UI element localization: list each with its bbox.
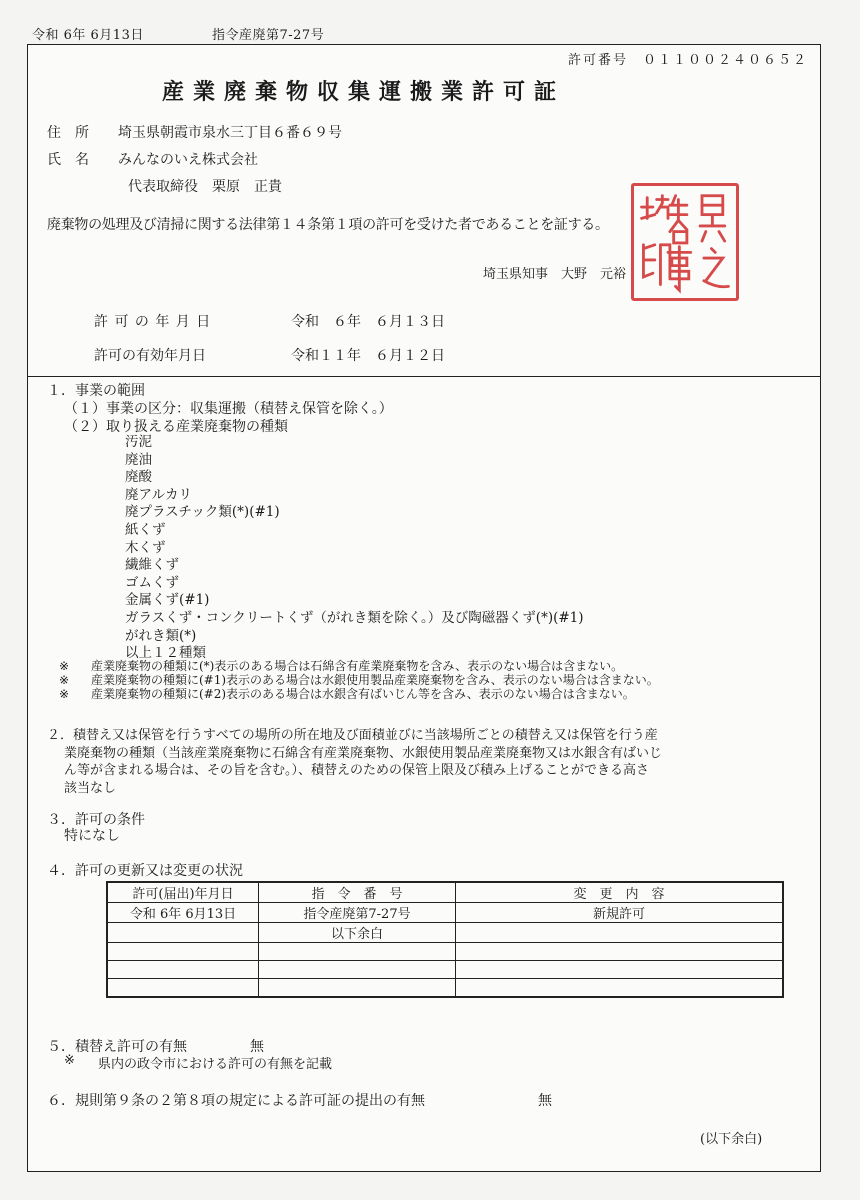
section1-item1: （１）事業の区分：収集運搬（積替え保管を除く。） [64, 401, 393, 417]
column-header: 変 更 内 容 [456, 882, 784, 903]
table-header-row [107, 882, 783, 903]
table-cell: 令和 6年 6月13日 [107, 903, 259, 923]
official-seal [631, 183, 739, 301]
waste-type-item: 廃酸 [125, 469, 152, 486]
permit-number: 許可番号 ０１１００２４０６５２ [567, 53, 808, 68]
note-row [59, 687, 659, 701]
section-divider [28, 376, 820, 377]
note-mark: ※ [59, 673, 70, 687]
waste-type-item: 木くず [125, 539, 166, 556]
certificate-frame [27, 44, 821, 1172]
table-cell: 以下余白 [259, 923, 456, 943]
note-text: 産業廃棄物の種類に(#1)表示のある場合は水銀使用製品産業廃棄物を含み、表示のない場合は含まない。 [91, 673, 659, 687]
note-mark: ※ [59, 659, 70, 673]
certificate-title: 産業廃棄物収集運搬業許可証 [162, 79, 566, 105]
header-reference: 指令産廃第7-27号 [212, 28, 325, 43]
section2-line: ん等が含まれる場合は、その旨を含む。）、積替えのための保管上限及び積み上げることができる高さ [64, 763, 650, 778]
expiry-date: 令和１１年 ６月１２日 [291, 348, 445, 364]
company-name: みんなのいえ株式会社 [118, 152, 258, 168]
table-row [107, 979, 783, 998]
table-cell [107, 979, 259, 998]
section3-heading: ３．許可の条件 [47, 812, 145, 828]
section3-body: 特になし [64, 828, 120, 844]
table-row [107, 923, 783, 943]
table-cell [107, 923, 259, 943]
waste-type-item: 紙くず [125, 521, 166, 538]
section5-heading: ５．積替え許可の有無 [47, 1039, 187, 1055]
section2-block [47, 727, 662, 797]
table-cell [107, 961, 259, 979]
waste-type-item: 廃アルカリ [125, 486, 192, 503]
waste-type-item: がれき類(*) [125, 627, 197, 644]
permit-date-label: 許 可 の 年 月 日 [94, 314, 212, 330]
table-cell [456, 961, 784, 979]
note-text: 産業廃棄物の種類に(#2)表示のある場合は水銀含有ばいじん等を含み、表示のない場合は含まない。 [91, 687, 635, 701]
waste-type-item: 廃油 [125, 451, 152, 468]
representative: 代表取締役 栗原 正貴 [128, 179, 282, 195]
waste-type-item: 廃プラスチック類(*)(#1) [125, 504, 280, 521]
history-table [106, 881, 784, 998]
section5-note-mark: ※ [64, 1053, 75, 1068]
certification-statement: 廃棄物の処理及び清掃に関する法律第１４条第１項の許可を受けた者であることを証する。 [47, 217, 609, 233]
section5-value: 無 [250, 1039, 264, 1055]
table-row [107, 961, 783, 979]
waste-type-item: 以上１２種類 [125, 645, 206, 662]
permit-date: 令和 ６年 ６月１３日 [291, 314, 445, 330]
section6-value: 無 [538, 1093, 552, 1109]
table-row [107, 903, 783, 923]
note-row [59, 673, 659, 687]
expiry-date-label: 許可の有効年月日 [94, 348, 206, 364]
table-row [107, 943, 783, 961]
section2-line: 業廃棄物の種類（当該産業廃棄物に石綿含有産業廃棄物、水銀使用製品産業廃棄物又は水銀含有ばいじ [64, 745, 663, 761]
table-cell [456, 923, 784, 943]
table-cell [456, 979, 784, 998]
waste-type-list [125, 434, 584, 663]
seal-image [634, 186, 736, 298]
section5-note: 県内の政令市における許可の有無を記載 [98, 1057, 333, 1072]
column-header: 指 令 番 号 [259, 882, 456, 903]
header-date: 令和 6年 6月13日 [32, 28, 144, 43]
address-label: 住 所 [47, 125, 89, 141]
table-cell [456, 943, 784, 961]
table-cell [107, 943, 259, 961]
table-cell: 新規許可 [456, 903, 784, 923]
table-cell [259, 961, 456, 979]
note-text: 産業廃棄物の種類に(*)表示のある場合は石綿含有産業廃棄物を含み、表示のない場合は含まない。 [91, 659, 624, 673]
notes-block [59, 659, 659, 701]
section4-heading: ４．許可の更新又は変更の状況 [47, 863, 243, 879]
issuer: 埼玉県知事 大野 元裕 [483, 267, 627, 282]
note-mark: ※ [59, 687, 70, 701]
table-cell [259, 979, 456, 998]
section2-line: ２．積替え又は保管を行うすべての場所の所在地及び面積並びに当該場所ごとの積替え又は保管を行う産 [47, 728, 658, 743]
section1-heading: １．事業の範囲 [47, 383, 145, 399]
section2-none: 該当なし [64, 780, 117, 796]
name-label: 氏 名 [47, 152, 89, 168]
table-cell: 指令産廃第7-27号 [259, 903, 456, 923]
waste-type-item: 金属くず(#1) [125, 592, 210, 609]
waste-type-item: ガラスくず・コンクリートくず（がれき類を除く。）及び陶磁器くず(*)(#1) [125, 609, 584, 626]
waste-type-item: ゴムくず [125, 574, 179, 591]
section1-item2: （２）取り扱える産業廃棄物の種類 [64, 419, 288, 435]
table-cell [259, 943, 456, 961]
waste-type-item: 繊維くず [125, 557, 179, 574]
waste-type-item: 汚泥 [125, 434, 152, 450]
note-row [59, 659, 659, 673]
column-header: 許可(届出)年月日 [107, 882, 259, 903]
address-value: 埼玉県朝霞市泉水三丁目６番６９号 [118, 125, 342, 141]
section6-heading: ６．規則第９条の２第８項の規定による許可証の提出の有無 [47, 1093, 425, 1109]
closing-note: (以下余白) [700, 1132, 763, 1147]
